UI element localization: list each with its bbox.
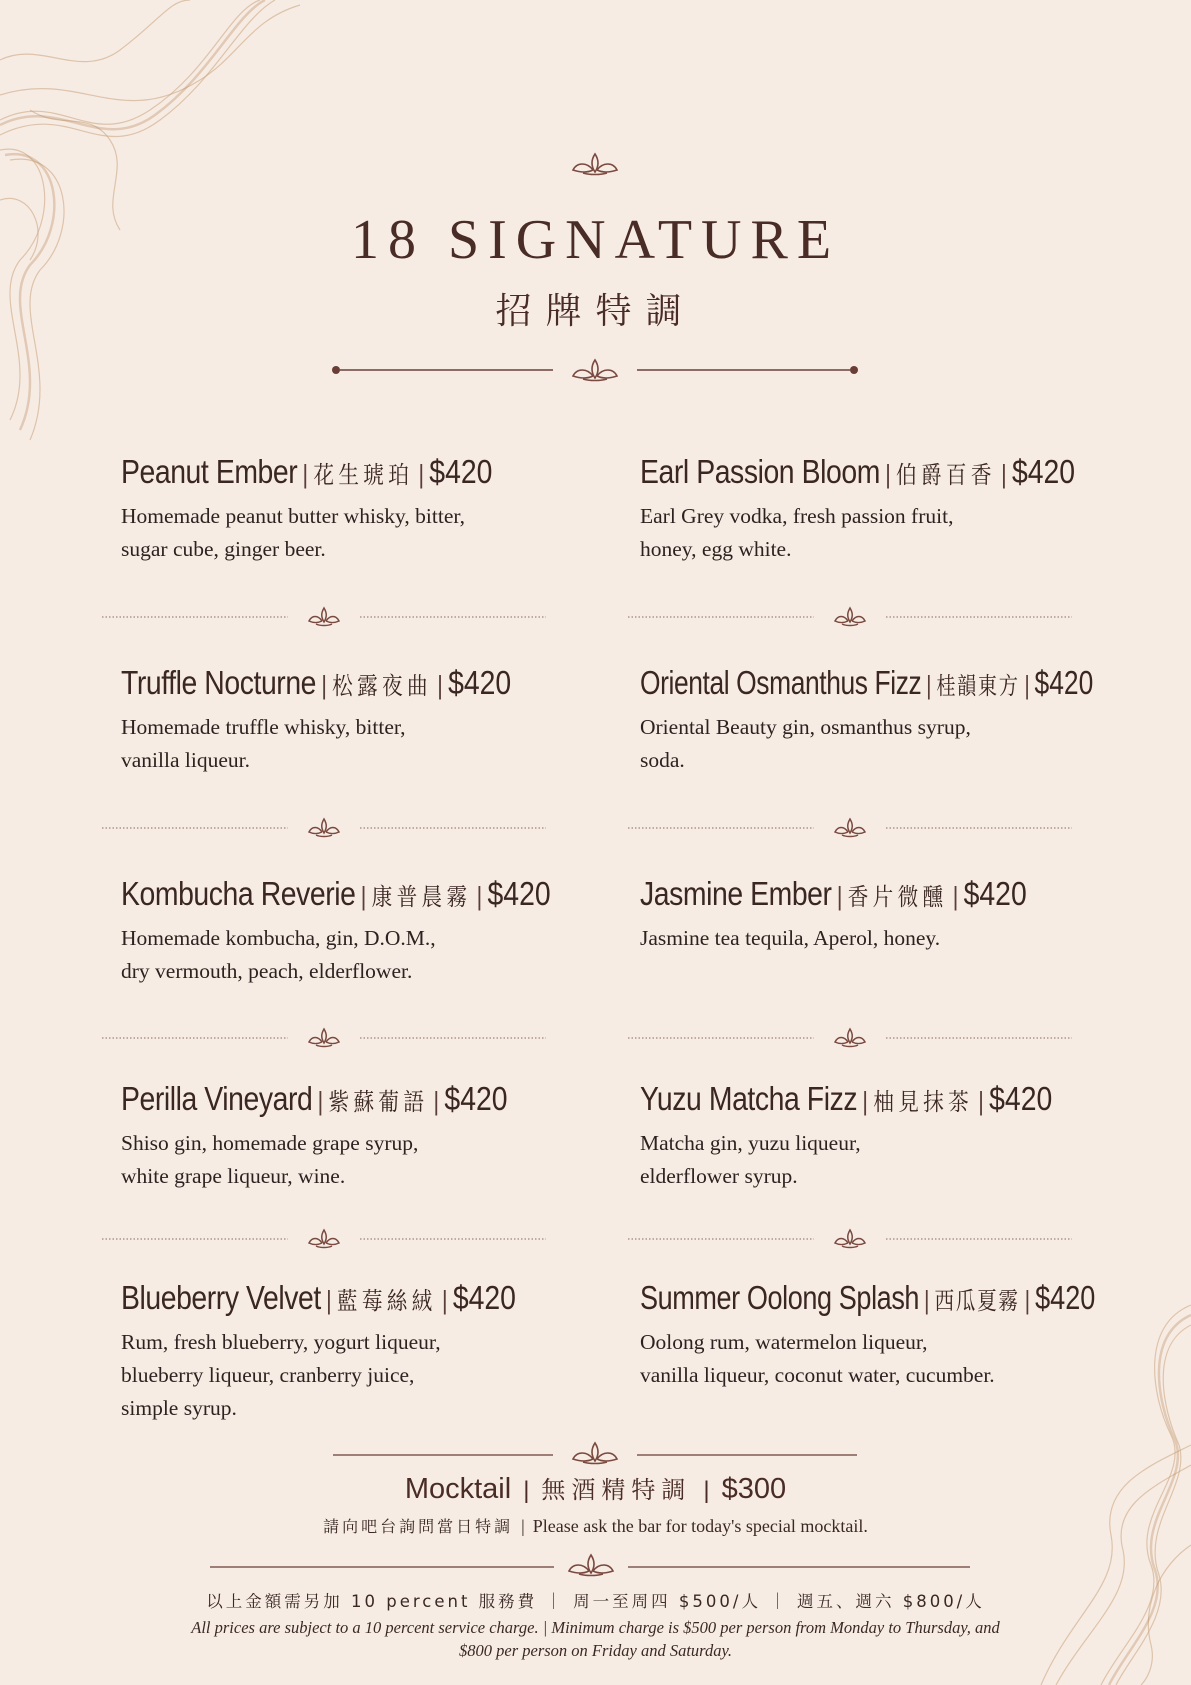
item-name-chinese: 康普晨霧 <box>371 883 472 911</box>
menu-item-yuzu-matcha-fizz: Yuzu Matcha Fizz | 柚見抹茶 | $420 Matcha gin, yuzu liqueur, elderflower syrup. <box>640 1079 1140 1193</box>
menu-item-peanut-ember: Peanut Ember | 花生琥珀 | $420 Homemade peanut butter whisky, bitter, sugar cube, ginger beer. <box>121 452 621 566</box>
item-name-chinese: 松露夜曲 <box>332 672 432 700</box>
page-title: 18 SIGNATURE <box>350 209 841 271</box>
item-name: Blueberry Velvet <box>121 1279 321 1316</box>
item-price: $420 <box>429 453 493 490</box>
footer-service-charge-chinese: 以上金額需另加 10 percent 服務費 ｜ 周一至周四 $500/人 ｜ 週五、週六 $800/人 <box>206 1592 985 1611</box>
item-name-chinese: 桂韻東方 <box>936 672 1020 700</box>
item-name: Perilla Vineyard <box>121 1080 313 1117</box>
item-name: Peanut Ember <box>121 453 298 490</box>
item-name: Kombucha Reverie <box>121 875 356 912</box>
footer-ornament-rule <box>210 1550 970 1580</box>
item-name: Yuzu Matcha Fizz <box>640 1080 858 1117</box>
mocktail-note: 請向吧台詢問當日特調 | Please ask the bar for today's special mocktail. <box>323 1516 868 1536</box>
item-description: Homemade kombucha, gin, D.O.M., dry vermouth, peach, elderflower. <box>121 925 436 983</box>
menu-item-blueberry-velvet: Blueberry Velvet | 藍莓絲絨 | $420 Rum, fresh blueberry, yogurt liqueur, blueberry liqueur, cranberry juice, simple syrup. <box>121 1278 621 1425</box>
item-name-chinese: 藍莓絲絨 <box>336 1287 437 1315</box>
mocktail-note-chinese: 請向吧台詢問當日特調 <box>323 1517 514 1536</box>
item-price: $420 <box>989 1080 1053 1117</box>
page-subtitle: 招牌特調 <box>495 291 696 332</box>
item-price: $420 <box>963 875 1027 912</box>
item-divider <box>102 814 546 842</box>
item-name-chinese: 伯爵百香 <box>896 461 996 489</box>
item-description: Jasmine tea tequila, Aperol, honey. <box>640 925 941 950</box>
menu-item-truffle-nocturne: Truffle Nocturne | 松露夜曲 | $420 Homemade truffle whisky, bitter, vanilla liqueur. <box>121 663 621 777</box>
item-name-chinese: 花生琥珀 <box>313 461 414 489</box>
item-price: $420 <box>1034 664 1094 701</box>
item-name: Truffle Nocturne <box>121 664 317 701</box>
item-name: Oriental Osmanthus Fizz <box>640 664 922 701</box>
item-price: $420 <box>444 1080 508 1117</box>
item-name-chinese: 柚見抹茶 <box>873 1088 974 1116</box>
item-divider <box>102 1024 546 1052</box>
mocktail-ornament-rule <box>330 1438 860 1468</box>
item-price: $420 <box>1035 1279 1096 1316</box>
item-description: Matcha gin, yuzu liqueur, elderflower syrup. <box>640 1130 861 1188</box>
item-description: Oriental Beauty gin, osmanthus syrup, soda. <box>640 714 971 772</box>
menu-item-jasmine-ember: Jasmine Ember | 香片微醺 | $420 Jasmine tea tequila, Aperol, honey. <box>640 874 1140 955</box>
mocktail-line: Mocktail | 無酒精特調 | $300 <box>404 1473 787 1505</box>
menu-item-oriental-osmanthus-fizz: Oriental Osmanthus Fizz | 桂韻東方 | $420 Oriental Beauty gin, osmanthus syrup, soda. <box>640 663 1140 777</box>
item-divider <box>628 603 1072 631</box>
item-description: Rum, fresh blueberry, yogurt liqueur, blueberry liqueur, cranberry juice, simple syrup. <box>121 1329 441 1420</box>
item-description: Oolong rum, watermelon liqueur, vanilla liqueur, coconut water, cucumber. <box>640 1329 995 1387</box>
top-ornament-icon <box>569 150 621 178</box>
item-price: $420 <box>487 875 551 912</box>
item-divider <box>102 1225 546 1253</box>
menu-item-earl-passion-bloom: Earl Passion Bloom | 伯爵百香 | $420 Earl Grey vodka, fresh passion fruit, honey, egg white. <box>640 452 1140 566</box>
title-ornament-rule <box>330 355 860 385</box>
item-price: $420 <box>448 664 512 701</box>
mocktail-name: Mocktail <box>404 1473 512 1505</box>
item-price: $420 <box>452 1279 516 1316</box>
footer-service-charge-english: All prices are subject to a 10 percent service charge. | Minimum charge is $500 per person from Monday to Thursday, and $800 per person on Friday and Saturday. <box>191 1618 1000 1660</box>
mocktail-note-english: Please ask the bar for today's special mocktail. <box>532 1516 868 1536</box>
item-name: Earl Passion Bloom <box>640 453 880 490</box>
item-description: Shiso gin, homemade grape syrup, white grape liqueur, wine. <box>121 1130 419 1188</box>
mocktail-price: $300 <box>721 1473 787 1505</box>
menu-item-summer-oolong-splash: Summer Oolong Splash | 西瓜夏霧 | $420 Oolong rum, watermelon liqueur, vanilla liqueur, coconut water, cucumber. <box>640 1278 1140 1392</box>
item-divider <box>628 1024 1072 1052</box>
item-description: Homemade peanut butter whisky, bitter, sugar cube, ginger beer. <box>121 503 466 561</box>
item-divider <box>628 1225 1072 1253</box>
item-name: Jasmine Ember <box>640 875 832 912</box>
menu-item-perilla-vineyard: Perilla Vineyard | 紫蘇葡語 | $420 Shiso gin, homemade grape syrup, white grape liqueur, wine. <box>121 1079 621 1193</box>
item-name: Summer Oolong Splash <box>640 1279 920 1316</box>
item-divider <box>628 814 1072 842</box>
item-name-chinese: 香片微醺 <box>847 883 948 911</box>
item-divider <box>102 603 546 631</box>
menu-item-kombucha-reverie: Kombucha Reverie | 康普晨霧 | $420 Homemade kombucha, gin, D.O.M., dry vermouth, peach, elderflower. <box>121 874 621 988</box>
item-description: Homemade truffle whisky, bitter, vanilla liqueur. <box>121 714 406 772</box>
item-name-chinese: 紫蘇葡語 <box>328 1088 429 1116</box>
item-name-chinese: 西瓜夏霧 <box>934 1287 1020 1315</box>
item-description: Earl Grey vodka, fresh passion fruit, honey, egg white. <box>640 503 954 561</box>
mocktail-name-chinese: 無酒精特調 <box>541 1476 692 1504</box>
item-price: $420 <box>1011 453 1076 490</box>
